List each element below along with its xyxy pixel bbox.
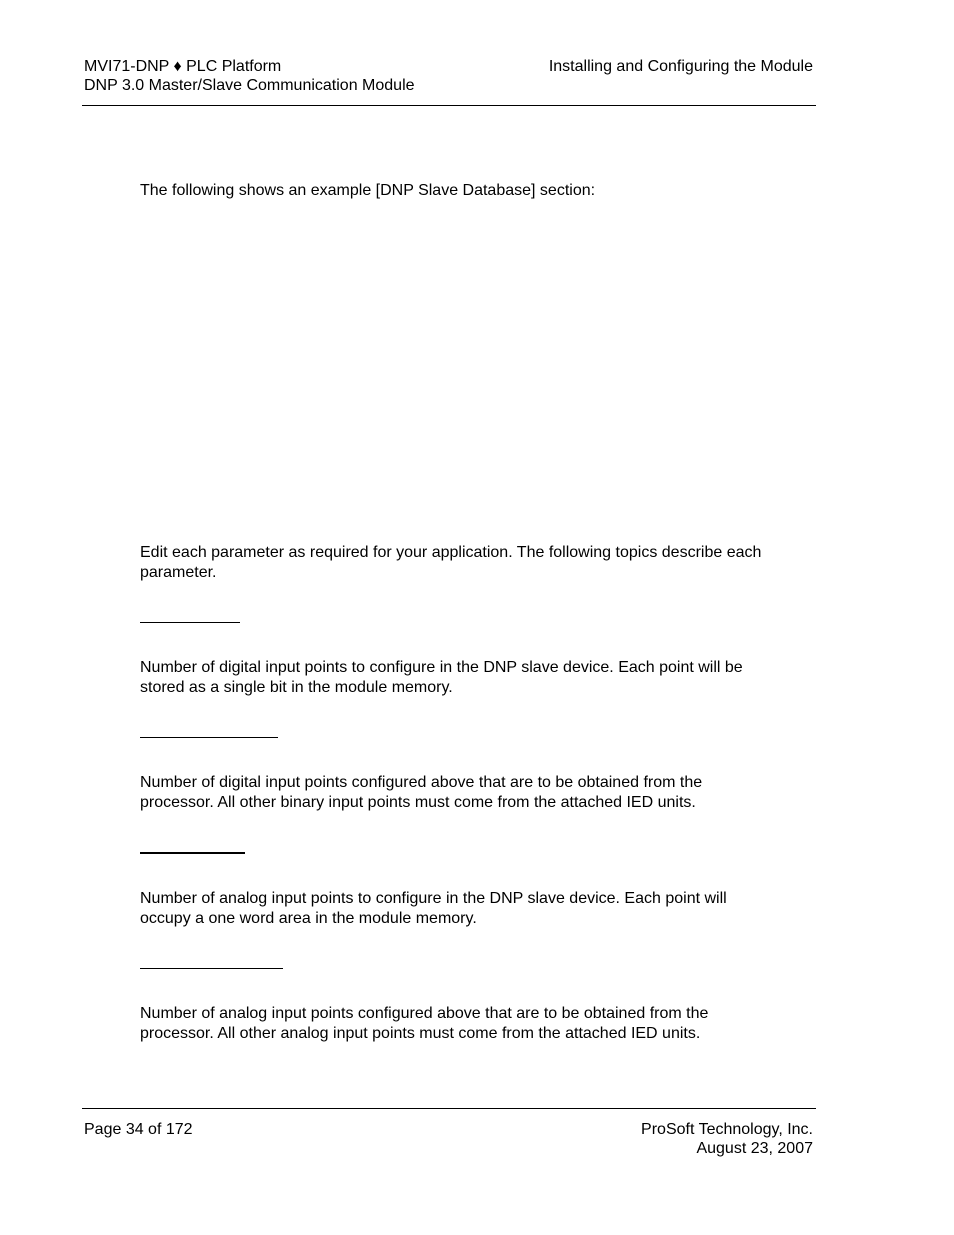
header-section-title: Installing and Configuring the Module	[548, 58, 813, 75]
parameter-heading-underline	[140, 737, 278, 738]
header-product-subtitle: DNP 3.0 Master/Slave Communication Module	[84, 77, 415, 94]
footer-page-number: Page 34 of 172	[84, 1121, 193, 1138]
header-product-line: MVI71-DNP ♦ PLC Platform	[84, 58, 282, 75]
parameter-description: Number of analog input points configured above that are to be obtained from the processor. All other analog input points must come from the attached IED units.	[140, 1005, 709, 1042]
footer-company: ProSoft Technology, Inc.	[641, 1121, 813, 1138]
intro-text: The following shows an example [DNP Slave Database] section:	[140, 182, 596, 199]
parameter-heading-underline	[140, 852, 245, 854]
parameter-heading-underline	[140, 968, 283, 969]
edit-note: Edit each parameter as required for your application. The following topics describe each parameter.	[140, 544, 762, 581]
footer-date: August 23, 2007	[696, 1140, 813, 1157]
header-divider	[82, 105, 816, 106]
parameter-description: Number of digital input points configured above that are to be obtained from the processor. All other binary input points must come from the attached IED units.	[140, 774, 703, 811]
footer-divider	[82, 1108, 816, 1109]
parameter-heading-underline	[140, 622, 240, 623]
parameter-description: Number of analog input points to configure in the DNP slave device. Each point will occupy a one word area in the module memory.	[140, 890, 727, 927]
parameter-description: Number of digital input points to configure in the DNP slave device. Each point will be stored as a single bit in the module memory.	[140, 659, 743, 696]
